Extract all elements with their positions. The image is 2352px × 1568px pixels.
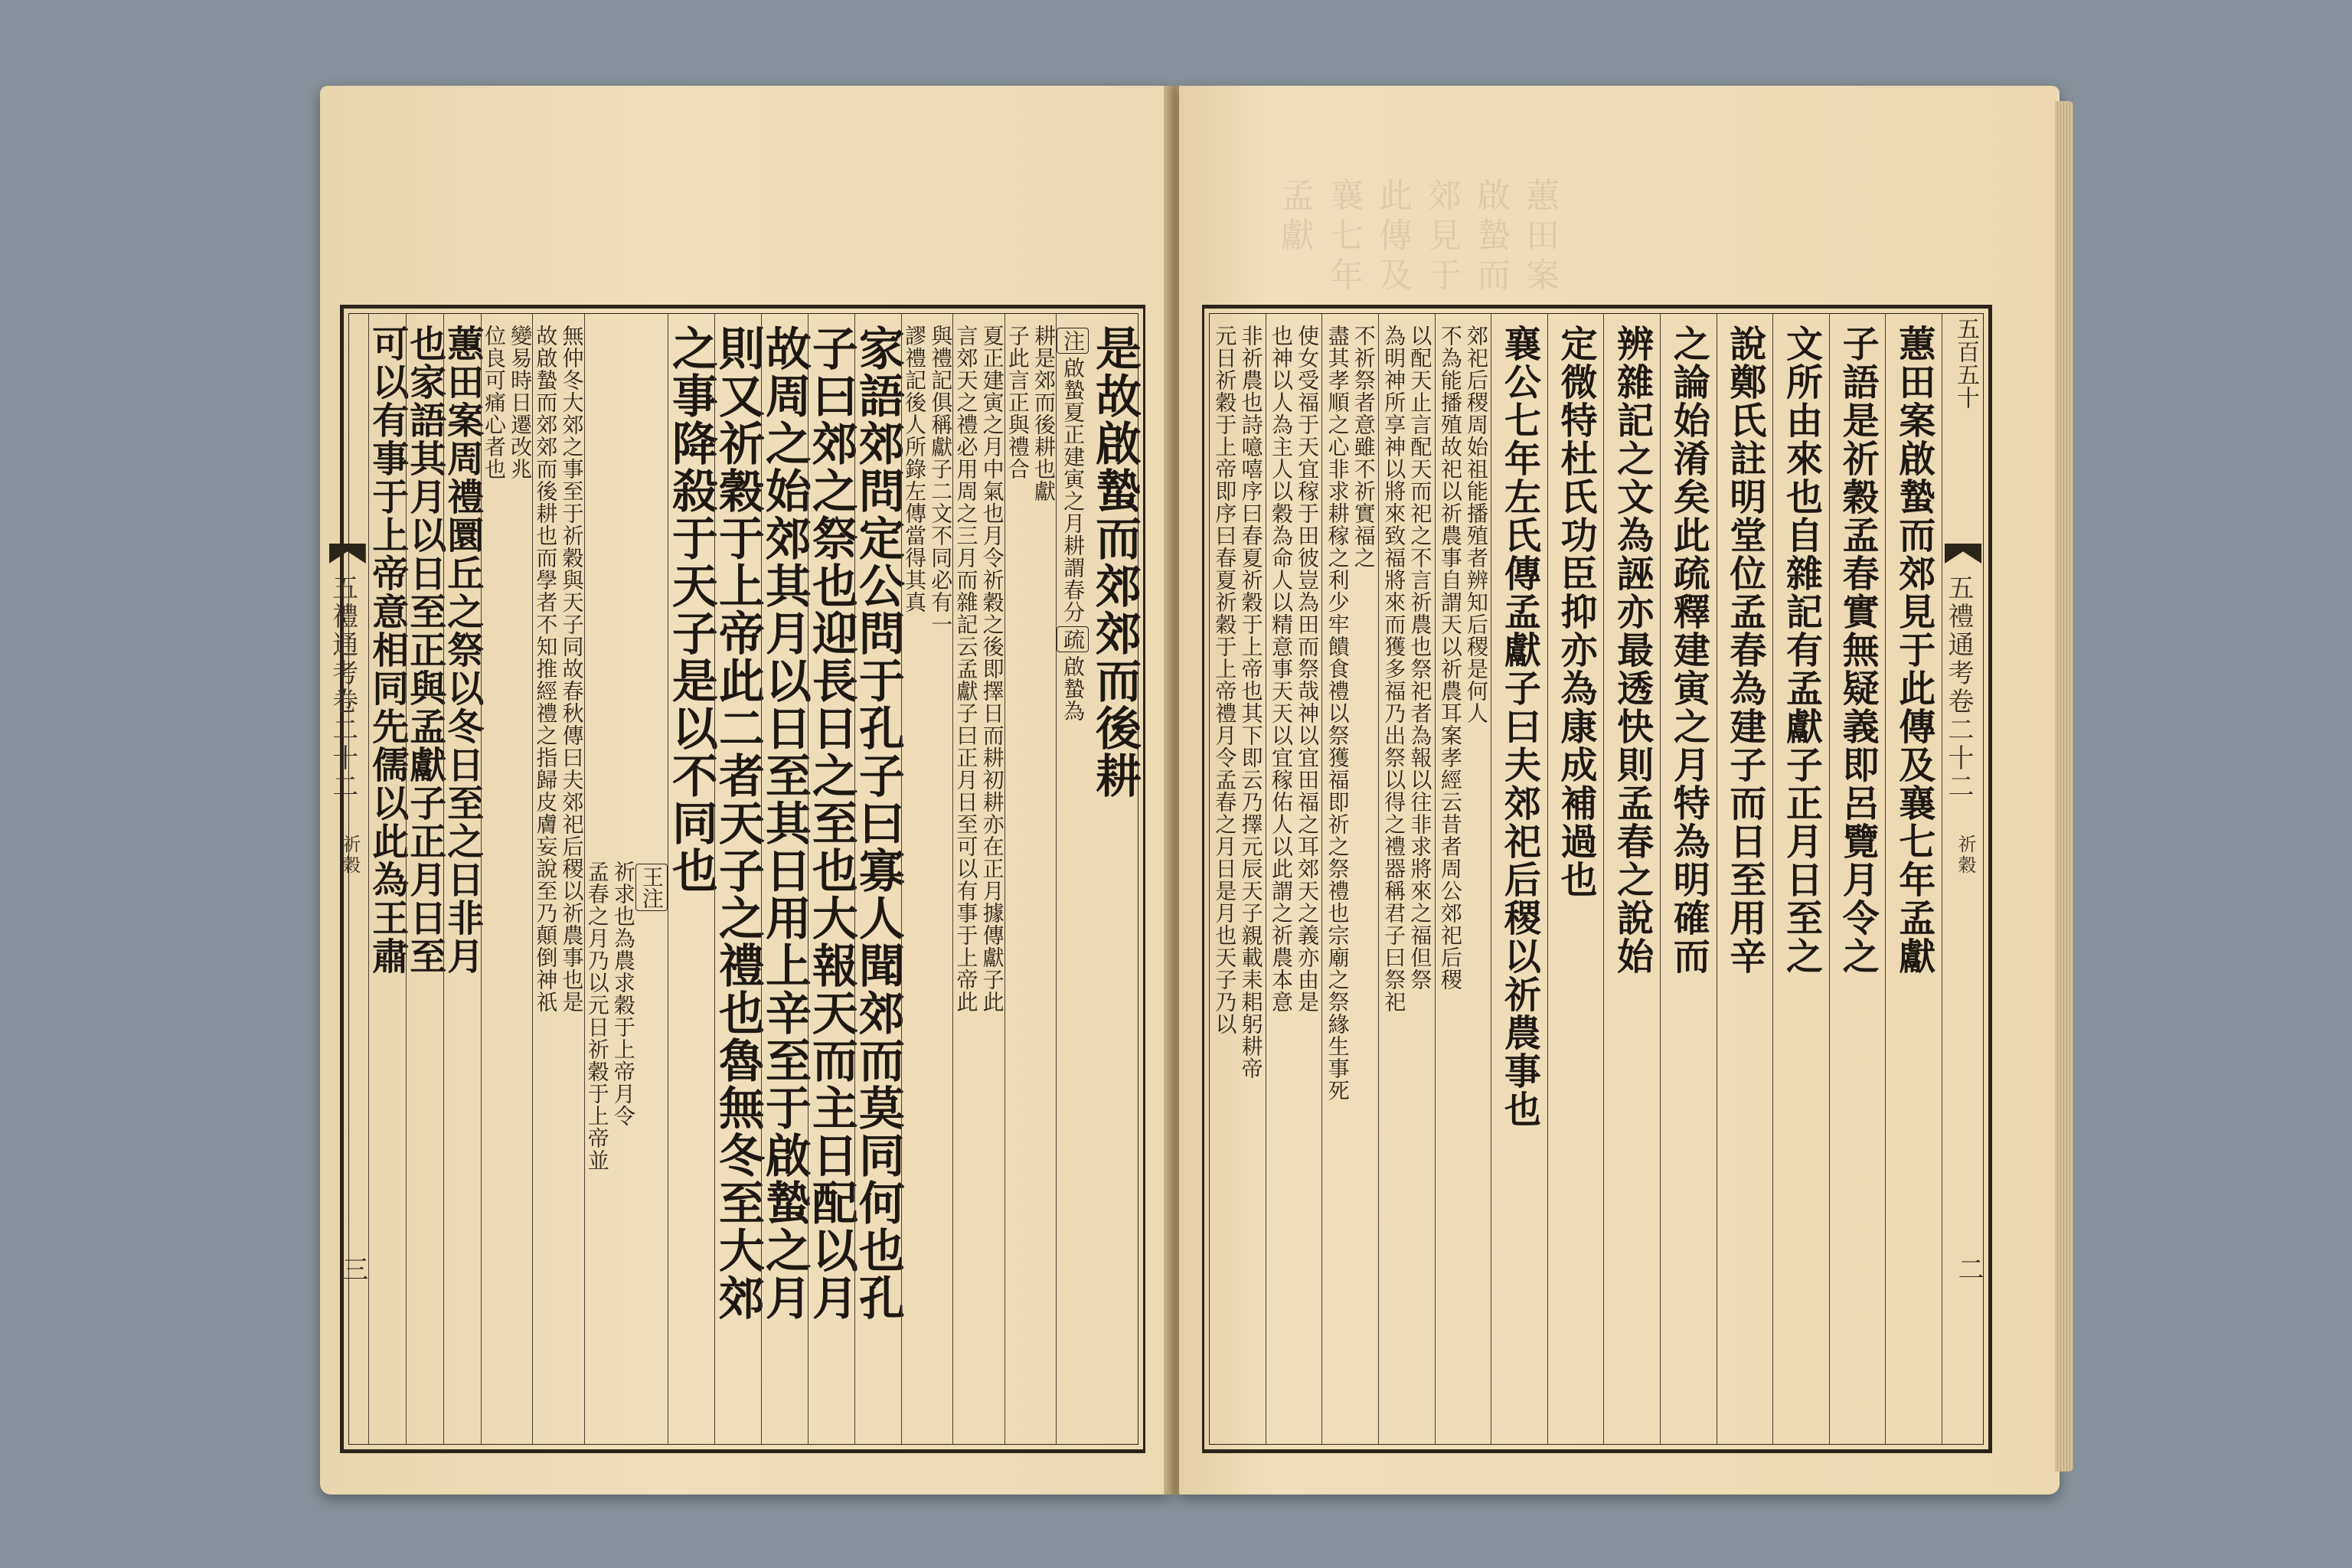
right-column-grid (1209, 313, 1984, 1445)
left-margin-banner (327, 314, 368, 1444)
text-column (365, 314, 409, 1444)
open-book (312, 86, 2073, 1494)
annotation-text: 變易時日遷改兆 (508, 325, 534, 480)
text-column (1829, 314, 1886, 1444)
main-text: 子曰郊之祭也迎長日之至也大報天而主日配以月 (804, 325, 858, 1321)
folio-mark: 五百五十 (1952, 317, 1979, 409)
text-column (1435, 314, 1491, 1444)
main-text: 文所由來也自雜記有孟獻子正月日至之 (1779, 325, 1823, 975)
main-text: 則又祈穀于上帝此二者天子之禮也魯無冬至大郊 (710, 325, 765, 1321)
annotation-marker: 注 (1057, 328, 1089, 354)
main-text: 是故啟蟄而郊郊而後耕 (1088, 325, 1142, 799)
annotation-text: 耕謂春分 (1060, 534, 1086, 623)
text-column (1056, 314, 1142, 1444)
text-column (1004, 314, 1056, 1444)
text-column (804, 314, 858, 1444)
annotation-text: 以配天止言配天而祀之不言祈農也祭祀者為報以往非求將來之福但祭 (1407, 325, 1433, 991)
left-text-frame (327, 305, 1145, 1453)
annotation-text: 啟蟄夏正建寅之月 (1060, 357, 1086, 534)
text-column (532, 314, 583, 1444)
annotation-text: 故啟蟄而郊郊而後耕也而學者不知推經禮之指歸皮膚妄說至乃顛倒神祇 (533, 325, 559, 1013)
annotation-text: 孟春之月乃以元日祈穀于上帝並 (584, 861, 610, 1171)
annotation-text: 啟蟄為 (1060, 655, 1086, 722)
text-column (901, 314, 952, 1444)
section-title: 祈穀 (338, 835, 361, 876)
text-column (1717, 314, 1773, 1444)
main-text: 蕙田案啟蟄而郊見于此傳及襄七年孟獻 (1892, 325, 1936, 975)
main-text: 之論始淆矣此疏釋建寅之月特為明確而 (1667, 325, 1710, 975)
text-column (1603, 314, 1660, 1444)
text-column (1772, 314, 1829, 1444)
text-column (1210, 314, 1266, 1444)
text-column (481, 314, 532, 1444)
text-column (757, 314, 812, 1444)
annotation-text: 不祈祭者意雖不祈實福之 (1351, 325, 1377, 569)
text-column (1266, 314, 1322, 1444)
annotation-text: 子此言正與禮合 (1004, 325, 1031, 480)
fish-tail-mark (1945, 544, 1981, 564)
section-title: 祈穀 (1955, 835, 1976, 876)
text-column (952, 314, 1004, 1444)
annotation-text: 與禮記俱稱獻子二文不同必有一 (928, 325, 954, 635)
annotation-text: 郊祀后稷周始祖能播殖者辨知后稷是何人 (1464, 325, 1489, 724)
annotation-text: 不為能播殖故祀以祈農事自謂天以祈農耳案孝經云昔者周公郊祀后稷 (1437, 325, 1463, 991)
main-text: 故周之始郊其月以日至其日用上辛至于啟蟄之月 (757, 325, 812, 1321)
page-edges (2055, 101, 2073, 1472)
text-column (1378, 314, 1435, 1444)
annotation-marker: 王注 (635, 864, 668, 911)
right-text-frame (1202, 305, 1992, 1453)
main-text: 也家語其月以日至正與孟獻子正月日至 (403, 325, 446, 975)
main-text: 之事降殺于天子是以不同也 (664, 325, 718, 894)
right-margin-banner (1942, 314, 1983, 1444)
annotation-text: 祈求也為農求穀于上帝月令 (610, 861, 636, 1127)
annotation-text: 為明神所享神以將來致福將來而獲多福乃出祭以得之禮器稱君子曰祭祀 (1381, 325, 1407, 1013)
text-column (403, 314, 446, 1444)
annotation-text: 耕是郊而後耕也獻 (1031, 325, 1057, 502)
annotation-text: 也神以人為主人以穀為命人以精意事天天以宜稼佑人以此謂之祈農本意 (1268, 325, 1294, 1013)
annotation-text: 謬禮記後人所錄左傳當得其真 (902, 325, 928, 613)
book-title-banner: 五禮通考卷二十二 (327, 574, 358, 801)
annotation-text: 盡其孝順之心非求耕稼之利少牢饋食禮以祭獲福即祈之祭禮也宗廟之祭緣生事死 (1325, 325, 1351, 1102)
fish-tail-mark (329, 544, 366, 564)
annotation-marker: 疏 (1057, 626, 1089, 652)
text-column (710, 314, 765, 1444)
text-column (1660, 314, 1717, 1444)
text-column (584, 314, 668, 1444)
text-column (851, 314, 905, 1444)
main-text: 辨雜記之文為誣亦最透快則孟春之說始 (1610, 325, 1654, 975)
text-column (1885, 314, 1942, 1444)
main-text: 子語是祈穀孟春實無疑義即呂覽月令之 (1836, 325, 1880, 975)
main-text: 定微特杜氏功臣抑亦為康成補過也 (1554, 325, 1598, 899)
annotation-text: 夏正建寅之月中氣也月令祈穀之後即擇日而耕初耕亦在正月據傳獻子此 (979, 325, 1005, 1013)
left-column-grid (327, 313, 1142, 1445)
page-number: 三 (337, 1256, 368, 1282)
text-column (1491, 314, 1547, 1444)
annotation-text: 無仲冬大郊之事至于祈穀與天子同故春秋傳曰夫郊祀后稷以祈農事也是 (559, 325, 585, 1013)
annotation-text: 言郊天之禮必用周之三月而雜記云孟獻子曰正月日至可以有事于上帝此 (953, 325, 979, 1013)
main-text: 家語郊問定公問于孔子曰寡人聞郊而莫同何也孔 (851, 325, 905, 1321)
main-text: 蕙田案周禮圜丘之祭以冬日至之日非月 (440, 325, 484, 975)
text-column (1321, 314, 1378, 1444)
bleed-through-text: 蕙田案啟蟄而郊見于此傳及襄七年孟獻 (1275, 178, 1559, 297)
annotation-text: 元日祈穀于上帝即序曰春夏祈穀于上帝禮月令孟春之月日是月也天子乃以 (1212, 325, 1238, 1035)
annotation-text: 使女受福于天宜稼于田彼豈為田而祭哉神以宜田福之耳郊天之義亦由是 (1295, 325, 1321, 1013)
book-title-banner: 五禮通考卷二十二 (1943, 574, 1974, 801)
page-number: 二 (1953, 1256, 1984, 1282)
text-column (440, 314, 484, 1444)
main-text: 說鄭氏註明堂位孟春為建子而日至用辛 (1723, 325, 1766, 975)
annotation-text: 位良可痛心者也 (481, 325, 507, 480)
text-column (1547, 314, 1604, 1444)
text-column (664, 314, 718, 1444)
annotation-text: 非祈農也詩噫嘻序曰春夏祈穀于上帝也其下即云乃擇元辰天子親載耒耜躬耕帝 (1238, 325, 1264, 1080)
main-text: 襄公七年左氏傳孟獻子曰夫郊祀后稷以祈農事也 (1498, 325, 1541, 1129)
main-text: 可以有事于上帝意相同先儒以此為王肅 (365, 325, 409, 975)
